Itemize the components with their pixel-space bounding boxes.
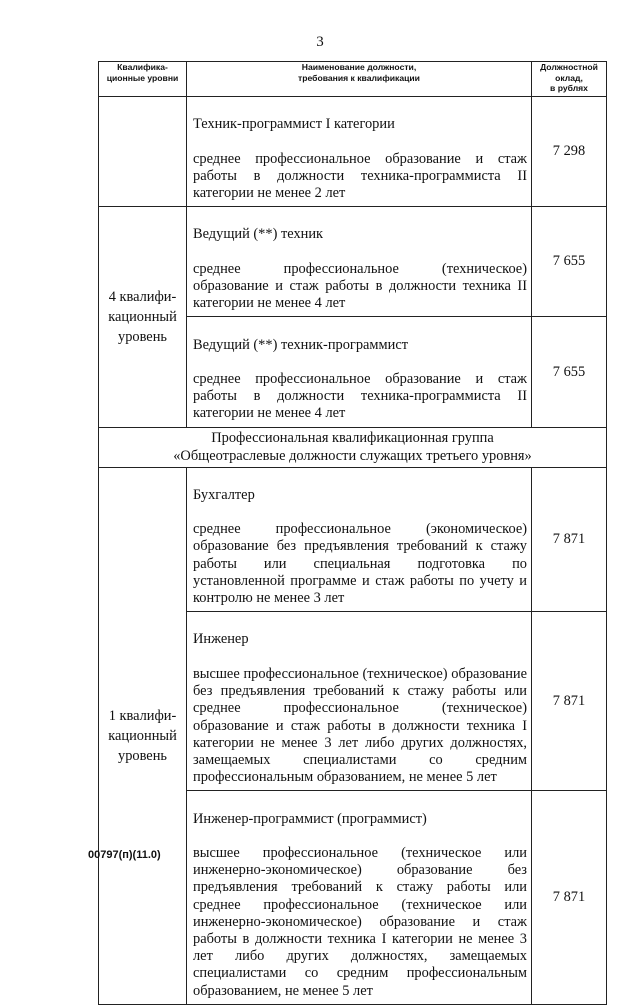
table-header-row [99,62,607,97]
group-heading-line2: «Общеотраслевые должности служащих третьего уровня» [173,447,532,464]
position-description [187,612,532,791]
professional-group-heading [99,427,607,467]
position-description [187,791,532,1004]
qualification-level-1: 1 квалифи- кационный уровень [99,467,187,1004]
table-row [99,467,607,612]
position-description [187,317,532,427]
position-title: Ведущий (**) техник-программист [193,336,409,353]
position-title: Техник-программист I категории [193,116,395,133]
salary-value: 7 298 [532,97,607,207]
salary-value: 7 871 [532,612,607,791]
position-requirements: среднее профессиональное образование и стаж работы в должности техника-программиста II категории не менее 4 лет [193,371,527,422]
qualification-table [98,61,607,1005]
header-qualification-levels: Квалифика- ционные уровни [99,62,187,97]
header-position-requirements: Наименование должности, требования к квалификации [187,62,532,97]
salary-value: 7 655 [532,207,607,317]
position-description [187,467,532,612]
document-code: 00797(п)(11.0) [88,849,161,861]
group-heading-row [99,427,607,467]
table-row [99,97,607,207]
position-requirements: среднее профессиональное (техническое) образование и стаж работы в должности техника II категории не менее 4 лет [193,260,527,312]
position-title: Ведущий (**) техник [193,226,324,243]
position-requirements: среднее профессиональное образование и стаж работы в должности техника-программиста II категории не менее 2 лет [193,150,527,202]
position-requirements: высшее профессиональное (техническое или инженерно-экономическое) образование без предъявления требований к стажу работы или среднее профессиональное (техническое или инженерно-экономическое) образование и стаж работы в должности техника I категории не менее 3 лет либо других должностях, замещаемых специалистами со средним профессиональным образованием, не менее 5 лет [193,844,527,999]
page-number: 3 [316,34,324,50]
position-title: Инженер-программист (программист) [193,810,427,827]
position-requirements: среднее профессиональное (экономическое) образование без предъявления требований к стажу работы или специальная подготовка по установленной программе и стаж работы по учету и контролю не менее 3 лет [193,521,527,607]
salary-value: 7 871 [532,467,607,612]
salary-value: 7 871 [532,791,607,1004]
level-cell-empty [99,97,187,207]
position-title: Инженер [193,631,249,648]
position-description [187,207,532,317]
position-requirements: высшее профессиональное (техническое) образование без предъявления требований к стажу работы или среднее профессиональное (техническое) образование и стаж работы в должности техника I категории не менее 3 лет либо других должностях, замещаемых специалистами со средним профессиональным образованием, не менее 5 лет [193,665,527,786]
qualification-level-4: 4 квалифи- кационный уровень [99,207,187,427]
header-salary: Должностной оклад, в рублях [532,62,607,97]
position-title: Бухгалтер [193,486,255,503]
table-row [99,207,607,317]
salary-value: 7 655 [532,317,607,427]
group-heading-line1: Профессиональная квалификационная группа [211,429,494,446]
position-description [187,97,532,207]
